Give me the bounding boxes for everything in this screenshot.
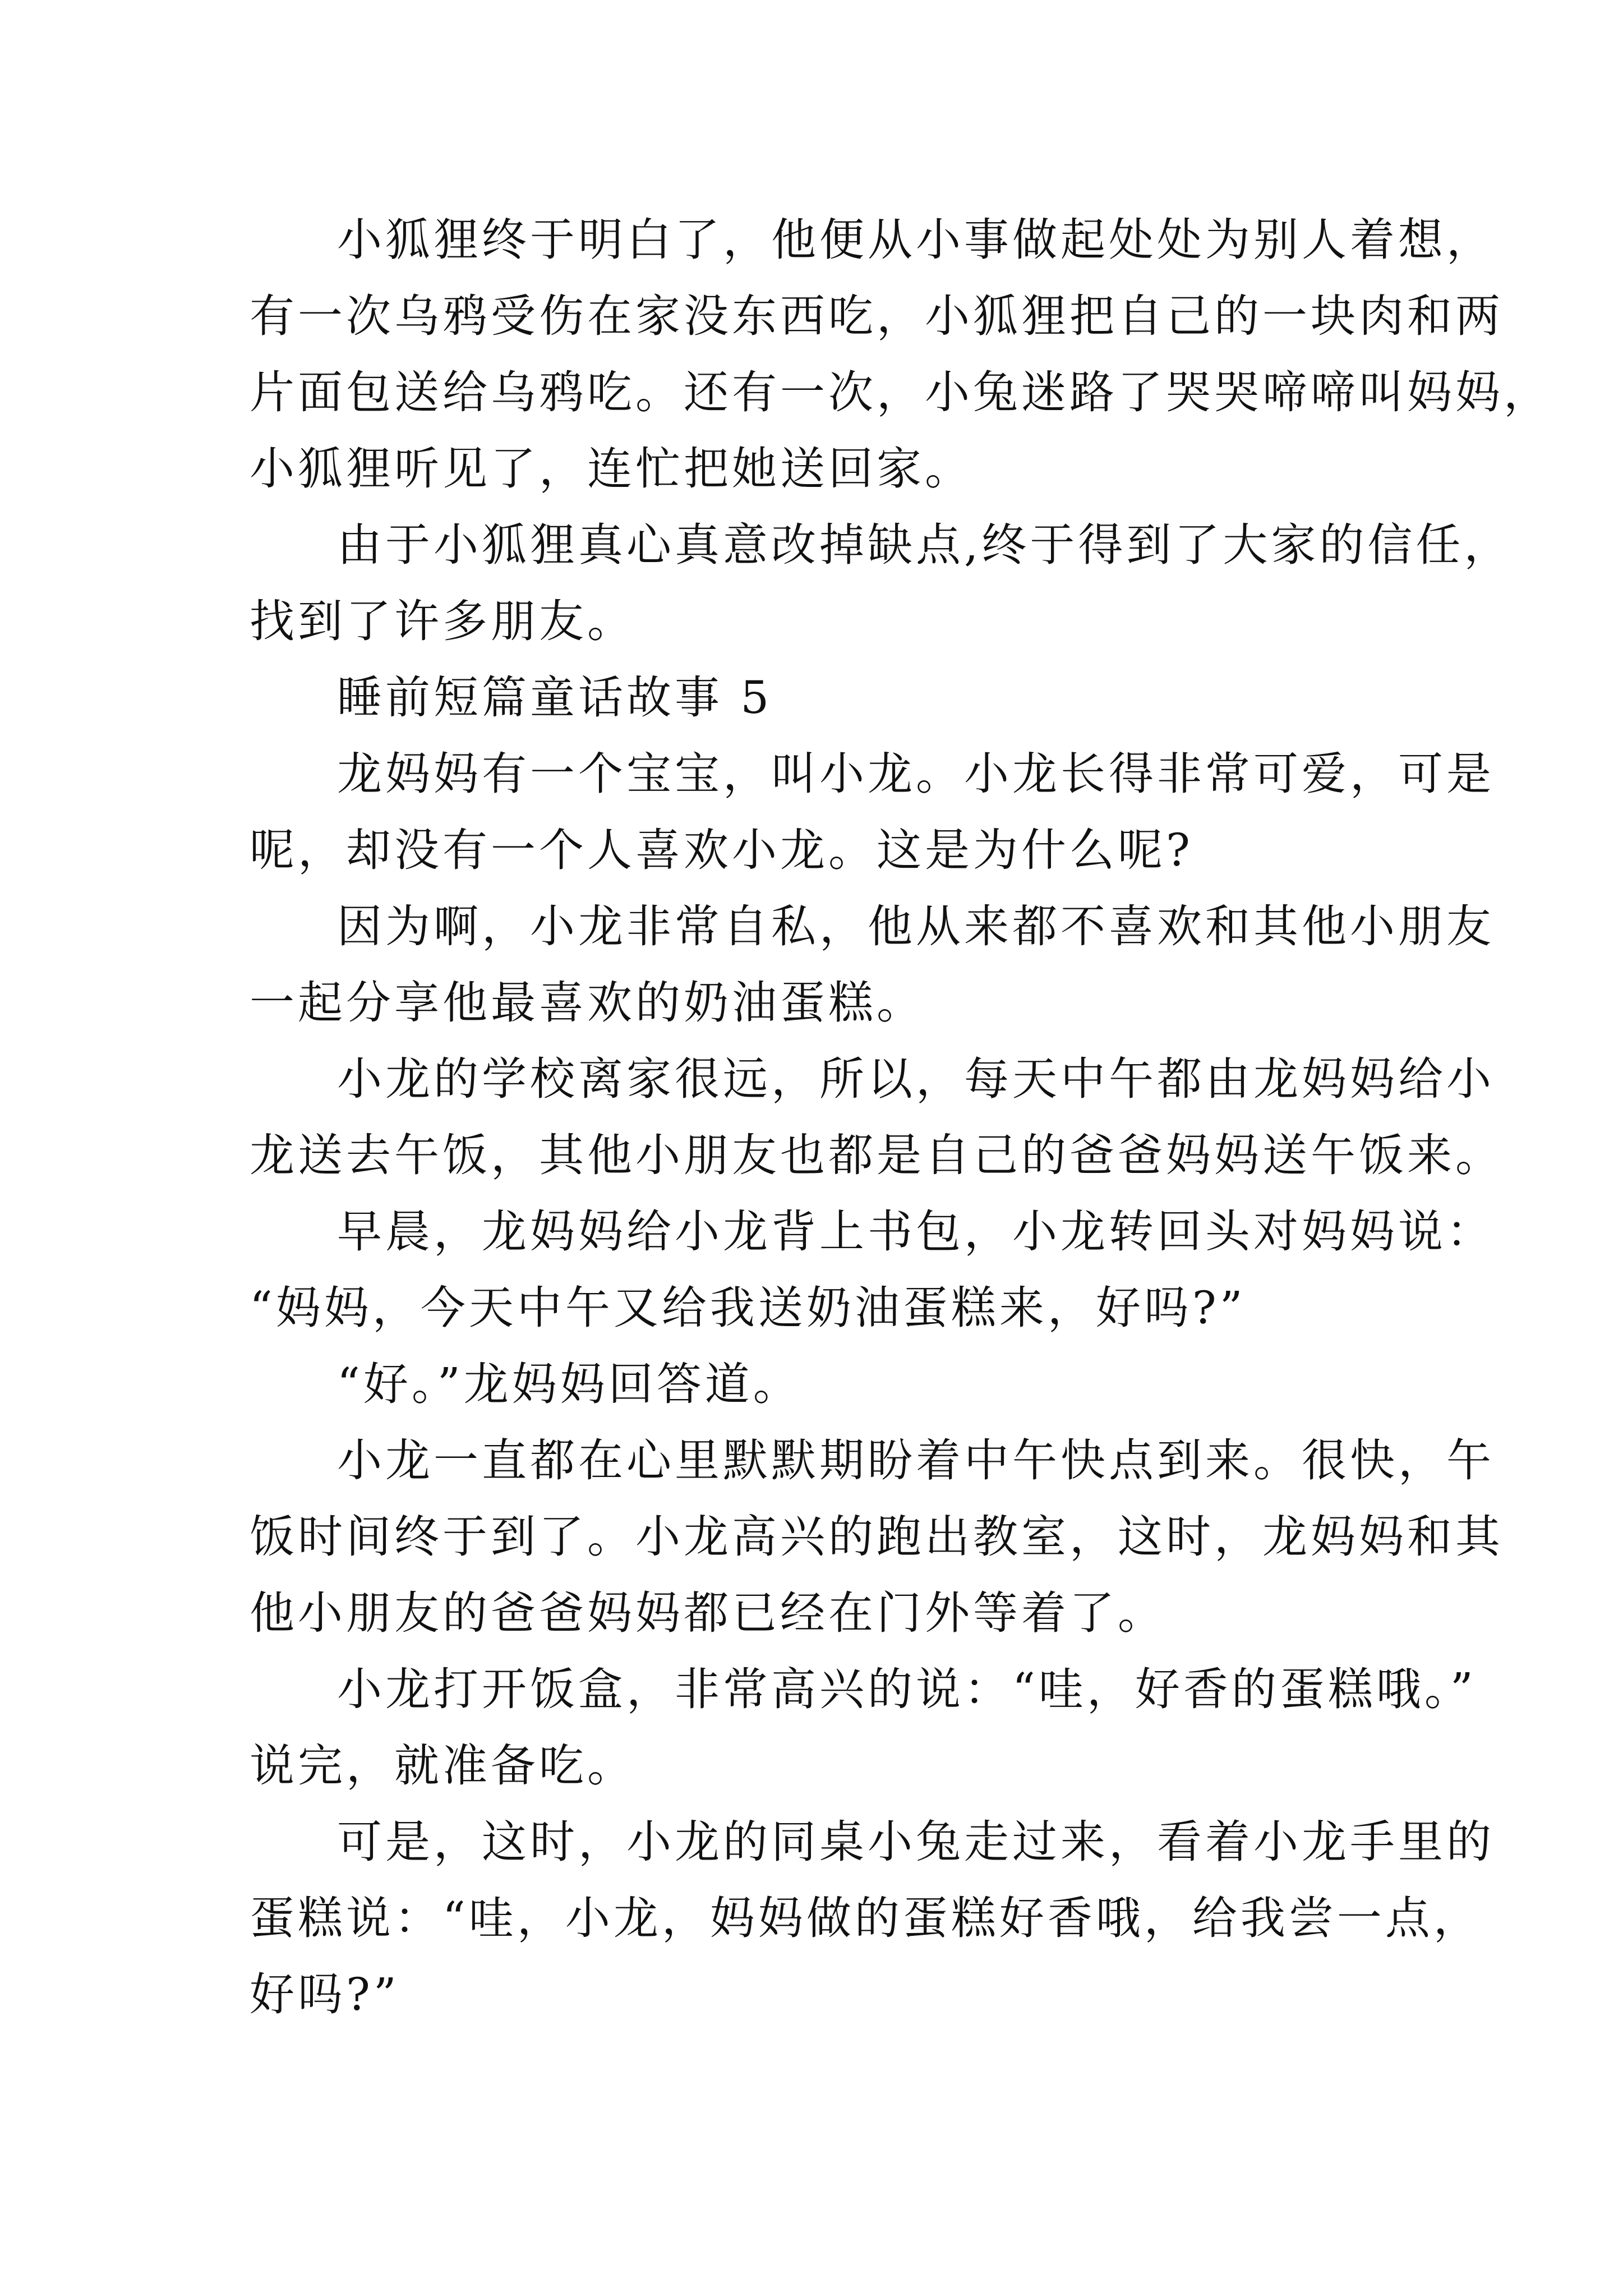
text-line: 小龙打开饭盒，非常高兴的说：“哇，好香的蛋糕哦。” bbox=[337, 1663, 1477, 1715]
text-line: 一起分享他最喜欢的奶油蛋糕。 bbox=[250, 977, 925, 1029]
text-line: 有一次乌鸦受伤在家没东西吃，小狐狸把自己的一块肉和两 bbox=[250, 290, 1504, 342]
section-heading: 睡前短篇童话故事 5 bbox=[337, 671, 773, 724]
text-line: 呢，却没有一个人喜欢小龙。这是为什么呢? bbox=[250, 824, 1193, 876]
text-line: “好。”龙妈妈回答道。 bbox=[337, 1358, 801, 1410]
story-text bbox=[250, 202, 1552, 2033]
text-line: 小龙一直都在心里默默期盼着中午快点到来。很快，午 bbox=[337, 1434, 1495, 1487]
text-line: 小龙的学校离家很远，所以，每天中午都由龙妈妈给小 bbox=[337, 1053, 1495, 1105]
text-line: 小狐狸终于明白了，他便从小事做起处处为别人着想， bbox=[337, 214, 1495, 266]
text-line: 龙妈妈有一个宝宝，叫小龙。小龙长得非常可爱，可是 bbox=[337, 748, 1495, 800]
text-line: 他小朋友的爸爸妈妈都已经在门外等着了。 bbox=[250, 1587, 1166, 1639]
text-line: 片面包送给乌鸦吃。还有一次，小兔迷路了哭哭啼啼叫妈妈， bbox=[250, 366, 1552, 418]
text-line: 说完，就准备吃。 bbox=[250, 1740, 635, 1792]
text-line: 饭时间终于到了。小龙高兴的跑出教室，这时，龙妈妈和其 bbox=[250, 1511, 1504, 1563]
text-line: 因为啊，小龙非常自私，他从来都不喜欢和其他小朋友 bbox=[337, 900, 1495, 953]
text-line: 早晨，龙妈妈给小龙背上书包，小龙转回头对妈妈说： bbox=[337, 1205, 1495, 1258]
text-line: 龙送去午饭，其他小朋友也都是自己的爸爸妈妈送午饭来。 bbox=[250, 1129, 1504, 1181]
text-line: 蛋糕说：“哇，小龙，妈妈做的蛋糕好香哦，给我尝一点， bbox=[250, 1892, 1482, 1944]
text-line: “妈妈，今天中午又给我送奶油蛋糕来，好吗?” bbox=[250, 1282, 1246, 1334]
text-line: 小狐狸听见了，连忙把她送回家。 bbox=[250, 443, 973, 495]
text-line: 好吗?” bbox=[250, 1968, 400, 2021]
text-line: 由于小狐狸真心真意改掉缺点,终于得到了大家的信任， bbox=[337, 519, 1513, 571]
text-line: 可是，这时，小龙的同桌小兔走过来，看着小龙手里的 bbox=[337, 1816, 1495, 1868]
text-line: 找到了许多朋友。 bbox=[250, 595, 635, 647]
